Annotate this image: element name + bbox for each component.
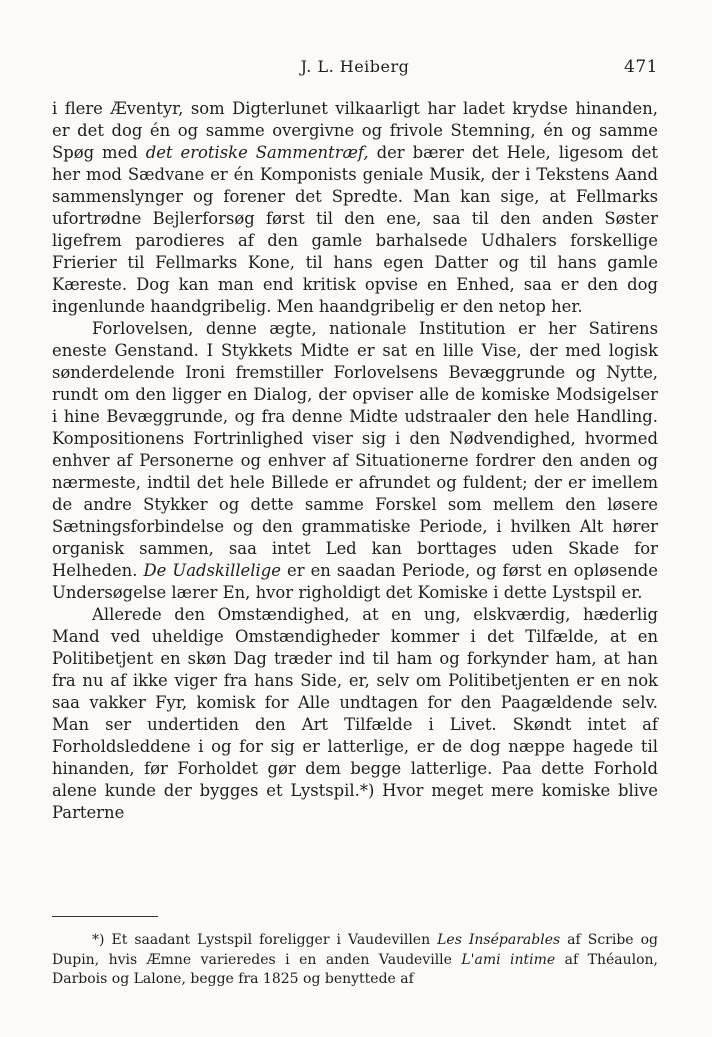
page-header bbox=[52, 53, 658, 79]
text-run: i flere Æventyr, som Digterlunet vilkaarligt har ladet krydse hinanden, er det dog én og samme overgivne og frivole Stemning, én og samme Spøg med bbox=[52, 99, 658, 162]
footnote bbox=[52, 931, 658, 990]
text-run: af Scribe og Dupin, hvis Æmne varieredes i en anden Vaudeville bbox=[52, 932, 658, 968]
footnote-text bbox=[52, 931, 658, 990]
text-run: der bærer det Hele, ligesom det her mod Sædvane er én Komponists geniale Musik, der i Tekstens Aand sammenslynger og forener det Spredte. Man kan sige, at Fellmarks ufortrødne Bejlerforsøg først til den ene, saa til den anden Søster ligefrem parodieres af den gamle barhalsede Udhalers forskellige Frierier til Fellmarks Kone, til hans egen Datter og til hans gamle Kæreste. Dog kan man end kritisk opvise en Enhed, saa er den dog ingenlunde haandgribelig. Men haandgribelig er den netop her. bbox=[52, 143, 658, 316]
body-text bbox=[52, 98, 658, 824]
text-run: Allerede den Omstændighed, at en ung, elskværdig, hæderlig Mand ved uheldige Omstændigheder kommer i det Tilfælde, at en Politibetjent en skøn Dag træder ind til ham og forkynder ham, at han fra nu af ikke viger fra hans Side, er, selv om Politibetjenten er en nok saa vakker Fyr, komisk for Alle undtagen for den Paagældende selv. Man ser undertiden den Art Tilfælde i Livet. Skøndt intet af Forholdsleddene i og for sig er latterlige, er de dog næppe hagede til hinanden, før Forholdet gør dem begge latterlige. Paa dette Forhold alene kunde der bygges et Lystspil.*) Hvor meget mere komiske blive Parterne bbox=[52, 605, 658, 822]
page-number: 471 bbox=[624, 57, 658, 77]
footnote-rule bbox=[52, 916, 158, 917]
paragraph-1 bbox=[52, 98, 658, 318]
italic-run: L'ami intime bbox=[461, 951, 556, 968]
text-run: Forlovelsen, denne ægte, nationale Institution er her Satirens eneste Genstand. I Stykkets Midte er sat en lille Vise, der med logisk sønderdelende Ironi fremstiller Forlovelsens Bevæggrunde og Nytte, rundt om den ligger en Dialog, der opviser alle de komiske Modsigelser i hine Bevæggrunde, og fra denne Midte udstraaler den hele Handling. Kompositionens Fortrinlighed viser sig i den Nødvendighed, hvormed enhver af Personerne og enhver af Situationerne fordrer den anden og nærmeste, indtil det hele Billede er afrundet og fuldent; der er imellem de andre Stykker og dette samme Forskel som mellem den løsere Sætningsforbindelse og den grammatiske Periode, i hvilken Alt hører organisk sammen, saa intet Led kan borttages uden Skade for Helheden. bbox=[52, 319, 658, 580]
text-run: er en saadan Periode, og først en opløsende Undersøgelse lærer En, hvor righoldigt det Komiske i dette Lystspil er. bbox=[52, 561, 658, 602]
text-run: *) Et saadant Lystspil foreligger i Vaudevillen bbox=[92, 932, 438, 948]
italic-run: De Uadskillelige bbox=[143, 561, 281, 580]
running-head: J. L. Heiberg bbox=[300, 57, 410, 76]
italic-run: det erotiske Sammentræf, bbox=[145, 143, 369, 162]
text-run: af Théaulon, Darbois og Lalone, begge fra 1825 og benyttede af bbox=[52, 951, 658, 987]
paragraph-2 bbox=[52, 318, 658, 604]
paragraph-3 bbox=[52, 604, 658, 824]
italic-run: Les Inséparables bbox=[437, 932, 561, 948]
